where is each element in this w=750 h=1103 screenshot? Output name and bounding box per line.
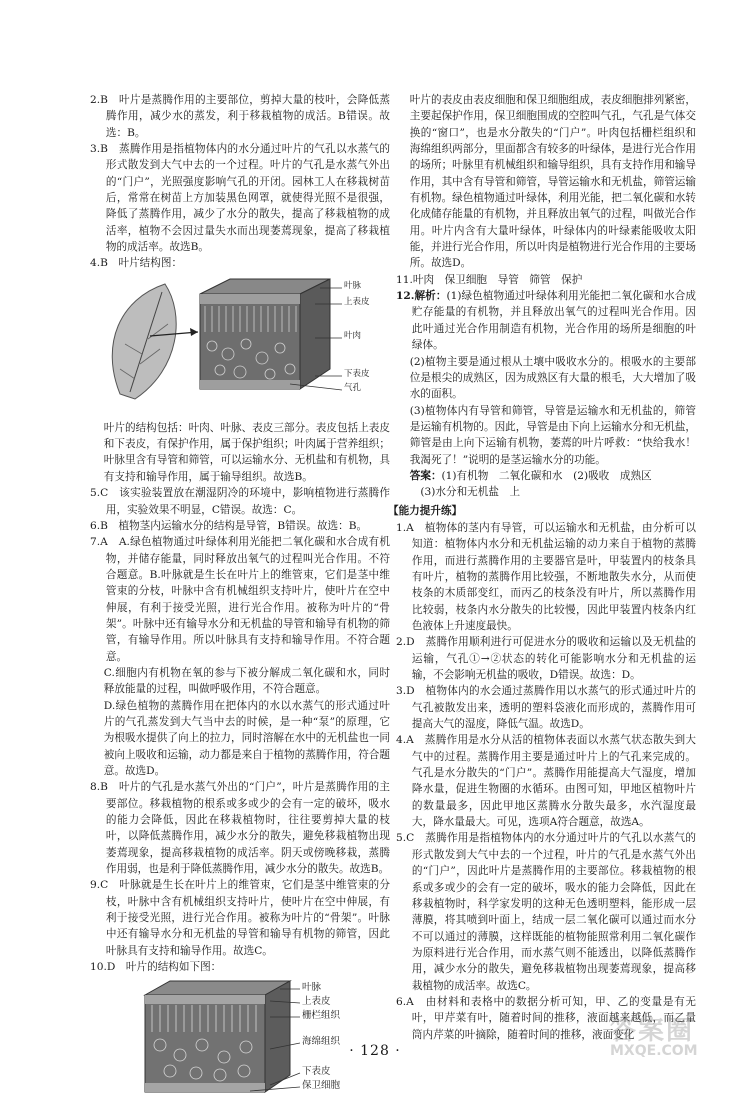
ability-answer-1: 1.A 植物体的茎内有导管，可以运输水和无机盐，由分析可以知道：植物体内水分和无机盐运输的动力来自于植物的蒸腾作用，而进行蒸腾作用的主要器官是叶，甲装置内的枝条具有叶片，植物的蒸腾作用比较强，不断地散失水分，从而使枝条的木质部变红，而丙乙的枝条没有叶片，所以蒸腾作用比较弱，枝条内水分散失的比较慢，因此甲装置内枝条内红色液体上升速度最快。 (396, 521, 696, 632)
answer-9: 9.C 叶脉就是生长在叶片上的维管束，它们是茎中维管束的分枝，叶脉中含有机械组织支持叶片，使叶片在空中伸展，有利于接受光照，进行光合作用。被称为叶片的“骨架”。叶脉中还有输导水分和无机盐的导管和输导有机物的筛管，因此叶脉具有支持和输导作用。故选C。 (90, 879, 390, 957)
page-number: · 128 · (349, 1043, 401, 1059)
answer-12a-text: (1)绿色植物通过叶绿体利用光能把二氧化碳和水合成贮存能量的有机物，并且释放出氧气的过程叫光合作用。因此叶通过光合作用制造有机物，光合作用的场所是细胞的叶绿体。 (411, 290, 696, 352)
answer-12c: (3)植物体内有导管和筛管，导管是运输水和无机盐的，筛管是运输有机物的。因此，导管是由下向上运输水分和无机盐，筛管是由上向下运输有机物，萎蔫的叶片呼救：“快给我水！我渴死了！”说明的是茎运输水分的功能。 (409, 404, 696, 466)
label-guard-cell: 保卫细胞 (302, 1080, 341, 1092)
answer-4: 4.B 叶片结构图： (90, 257, 183, 270)
label-stoma: 气孔 (344, 382, 362, 393)
ability-answer-2: 2.D 蒸腾作用顺利进行可促进水分的吸收和运输以及无机盐的运输，气孔①→②状态的转化可能影响水分和无机盐的运输，不会影响无机盐的吸收，D错误。故选：D。 (396, 636, 696, 682)
answer-12-key-1: (1)有机物 二氧化碳和水 (2)吸收 成熟区 (441, 469, 652, 482)
label-palisade-tissue: 栅栏组织 (302, 1010, 341, 1022)
answer-12b: (2)植物主要是通过根从土壤中吸收水分的。根吸水的主要部位是根尖的成熟区，因为成熟区有大量的根毛，大大增加了吸水的面积。 (409, 355, 696, 401)
label-vein: 叶脉 (344, 280, 362, 291)
answer-5: 5.C 该实验装置放在潮湿阴冷的环境中，影响植物进行蒸腾作用，实验效果不明显，C错误。故选：C。 (90, 487, 390, 516)
leaf-cross-section-diagram (140, 977, 390, 1097)
answer-12a (396, 288, 696, 353)
label-vein-2: 叶脉 (302, 982, 322, 994)
ability-answer-4: 4.A 蒸腾作用是水分从活的植物体表面以水蒸气状态散失到大气中的过程。蒸腾作用主要是通过叶片上的气孔来完成的。气孔是水分散失的“门户”。蒸腾作用能提高大气湿度，增加降水量，促进生物圈的水循环。由图可知，甲地区植物叶片的数量最多，因此甲地区蒸腾水分散失最多，水汽湿度最大，降水量最大。可见，选项A符合题意，故选A。 (396, 734, 696, 829)
answer-7b: C.细胞内有机物在氧的参与下被分解成二氧化碳和水，同时释放能量的过程，叫做呼吸作用，不符合题意。 (103, 666, 390, 696)
label-mesophyll: 叶肉 (344, 330, 362, 341)
answer-12-key (396, 468, 696, 484)
watermark-line-1: 答案圈 (610, 1016, 695, 1046)
label-spongy-tissue: 海绵组织 (302, 1036, 341, 1048)
watermark-logo (610, 1010, 722, 1060)
label-upper-epidermis-2: 上表皮 (302, 996, 331, 1008)
answer-7c: D.绿色植物的蒸腾作用在把体内的水以水蒸气的形式通过叶片的气孔蒸发到大气当中去的时候，是一种“泵”的原理，它为根吸水提供了向上的拉力，同时溶解在水中的无机盐也一同被向上吸收和运输，动力都是来自于植物的蒸腾作用，符合题意。故选D。 (103, 699, 390, 777)
right-column (388, 92, 696, 1043)
label-lower-epidermis-2: 下表皮 (302, 1066, 331, 1078)
watermark-line-2: MXQE.COM (610, 1043, 698, 1059)
answer-10: 10.D 叶片的结构如下图： (90, 961, 222, 974)
answer-3: 3.B 蒸腾作用是指植物体内的水分通过叶片的气孔以水蒸气的形式散发到大气中去的一个过程。叶片的气孔是水蒸气外出的“门户”，光照强度影响气孔的开闭。园林工人在移栽树苗后，常常在树苗上方加装黑色网罩，就使得光照不是很强，降低了蒸腾作用，减少了水分的散失，提高了移栽植物的成活率，植物不会因过量失水而出现萎蔫现象，提高了移栽植物的成活率。故选B。 (90, 143, 390, 254)
answer-12-key-2: (3)水分和无机盐 上 (420, 486, 521, 499)
answer-4-explanation: 叶片的结构包括：叶肉、叶脉、表皮三部分。表皮包括上表皮和下表皮，有保护作用，属于保护组织；叶肉属于营养组织；叶脉里含有导管和筛管，可以运输水分、无机盐和有机物，具有支持和输导作用，属于输导组织。故选B。 (103, 421, 390, 483)
answer-label: 答案： (409, 469, 442, 482)
answer-7a: 7.A A.绿色植物通过叶绿体利用光能把二氧化碳和水合成有机物，并储存能量，同时释放出氧气的过程叫光合作用。不符合题意。B.叶脉就是生长在叶片上的维管束，它们是茎中维管束的分枝，叶脉中含有机械组织支持叶片，使叶片在空中伸展，有利于接受光照，进行光合作用。被称为叶片的“骨架”。叶脉中还有输导水分和无机盐的导管和输导有机物的筛管，有输导作用。所以叶脉具有支持和输导作用。不符合题意。 (90, 536, 390, 663)
label-lower-epidermis: 下表皮 (344, 368, 370, 379)
left-column (90, 92, 390, 1101)
section-heading-ability: 【能力提升练】 (388, 504, 463, 517)
analysis-label: 12.解析： (396, 290, 447, 303)
label-upper-epidermis: 上表皮 (344, 296, 370, 307)
leaf-structure-figure-2 (140, 977, 390, 1097)
ability-answer-6: 6.A 由材料和表格中的数据分析可知，甲、乙的变量是有无叶，甲芹菜有叶，随着时间的推移，液面越来越低，而乙量筒内芹菜的叶摘除，随着时间的推移，液面变化 (396, 995, 696, 1041)
leaf-structure-figure-1 (90, 274, 390, 416)
answer-11: 11.叶肉 保卫细胞 导管 筛管 保护 (396, 273, 583, 286)
answer-8: 8.B 叶片的气孔是水蒸气外出的“门户”，叶片是蒸腾作用的主要部位。移栽植物的根系或多或少的会有一定的破坏，吸水的能力会降低，因此在移栽植物时，往往要剪掉大量的枝叶，以降低蒸腾作用，减少水分的散失，避免移栽植物出现萎蔫现象，提高移栽植物的成活率。阴天或傍晚移栽，蒸腾作用弱，也是利于降低蒸腾作用，减少水分的散失。故选B。 (90, 781, 390, 876)
ability-answer-5: 5.C 蒸腾作用是指植物体内的水分通过叶片的气孔以水蒸气的形式散发到大气中去的一个过程，叶片的气孔是水蒸气外出的“门户”，因此叶片是蒸腾作用的主要部位。移栽植物的根系或多或少的会有一定的破坏，吸水的能力会降低，因此在移栽植物时，科学家发明的这种无色透明塑料，能形成一层薄膜，将其喷到叶面上，结成一层二氧化碳可以通过而水分不可以通过的薄膜，这样既能的植物能照常利用二氧化碳作为原料进行光合作用，而水蒸气则不能透出，以降低蒸腾作用，减少水分的散失，避免移栽植物出现萎蔫现象，提高移栽植物的成活率。故选C。 (396, 832, 696, 992)
answer-6: 6.B 植物茎内运输水分的结构是导管，B错误。故选：B。 (90, 519, 368, 532)
ability-answer-3: 3.D 植物体内的水会通过蒸腾作用以水蒸气的形式通过叶片的气孔被散发出来，透明的塑料袋液化而形成的，蒸腾作用可提高大气的湿度，降低气温。故选D。 (396, 685, 696, 731)
answer-2: 2.B 叶片是蒸腾作用的主要部位，剪掉大量的枝叶，会降低蒸腾作用，减少水的蒸发，利于移栽植物的成活。B错误。故选：B。 (90, 94, 390, 139)
answer-10-explanation: 叶片的表皮由表皮细胞和保卫细胞组成，表皮细胞排列紧密，主要起保护作用，保卫细胞围成的空腔叫气孔，气孔是气体交换的“窗口”，也是水分散失的“门户”。叶肉包括栅栏组织和海绵组织两部分，里面都含有较多的叶绿体，是进行光合作用的场所；叶脉里有机械组织和输导组织，具有支持作用和输导作用，其中含有导管和筛管，导管运输水和无机盐，筛管运输有机物。绿色植物通过叶绿体，利用光能，把二氧化碳和水转化成储存能量的有机物，并且释放出氧气的过程，叫做光合作用。叶片内含有大量叶绿体，叶绿体内的叶绿素能吸收太阳能，并进行光合作用，所以叶肉是植物进行光合作用的主要场所。故选D。 (409, 94, 696, 270)
